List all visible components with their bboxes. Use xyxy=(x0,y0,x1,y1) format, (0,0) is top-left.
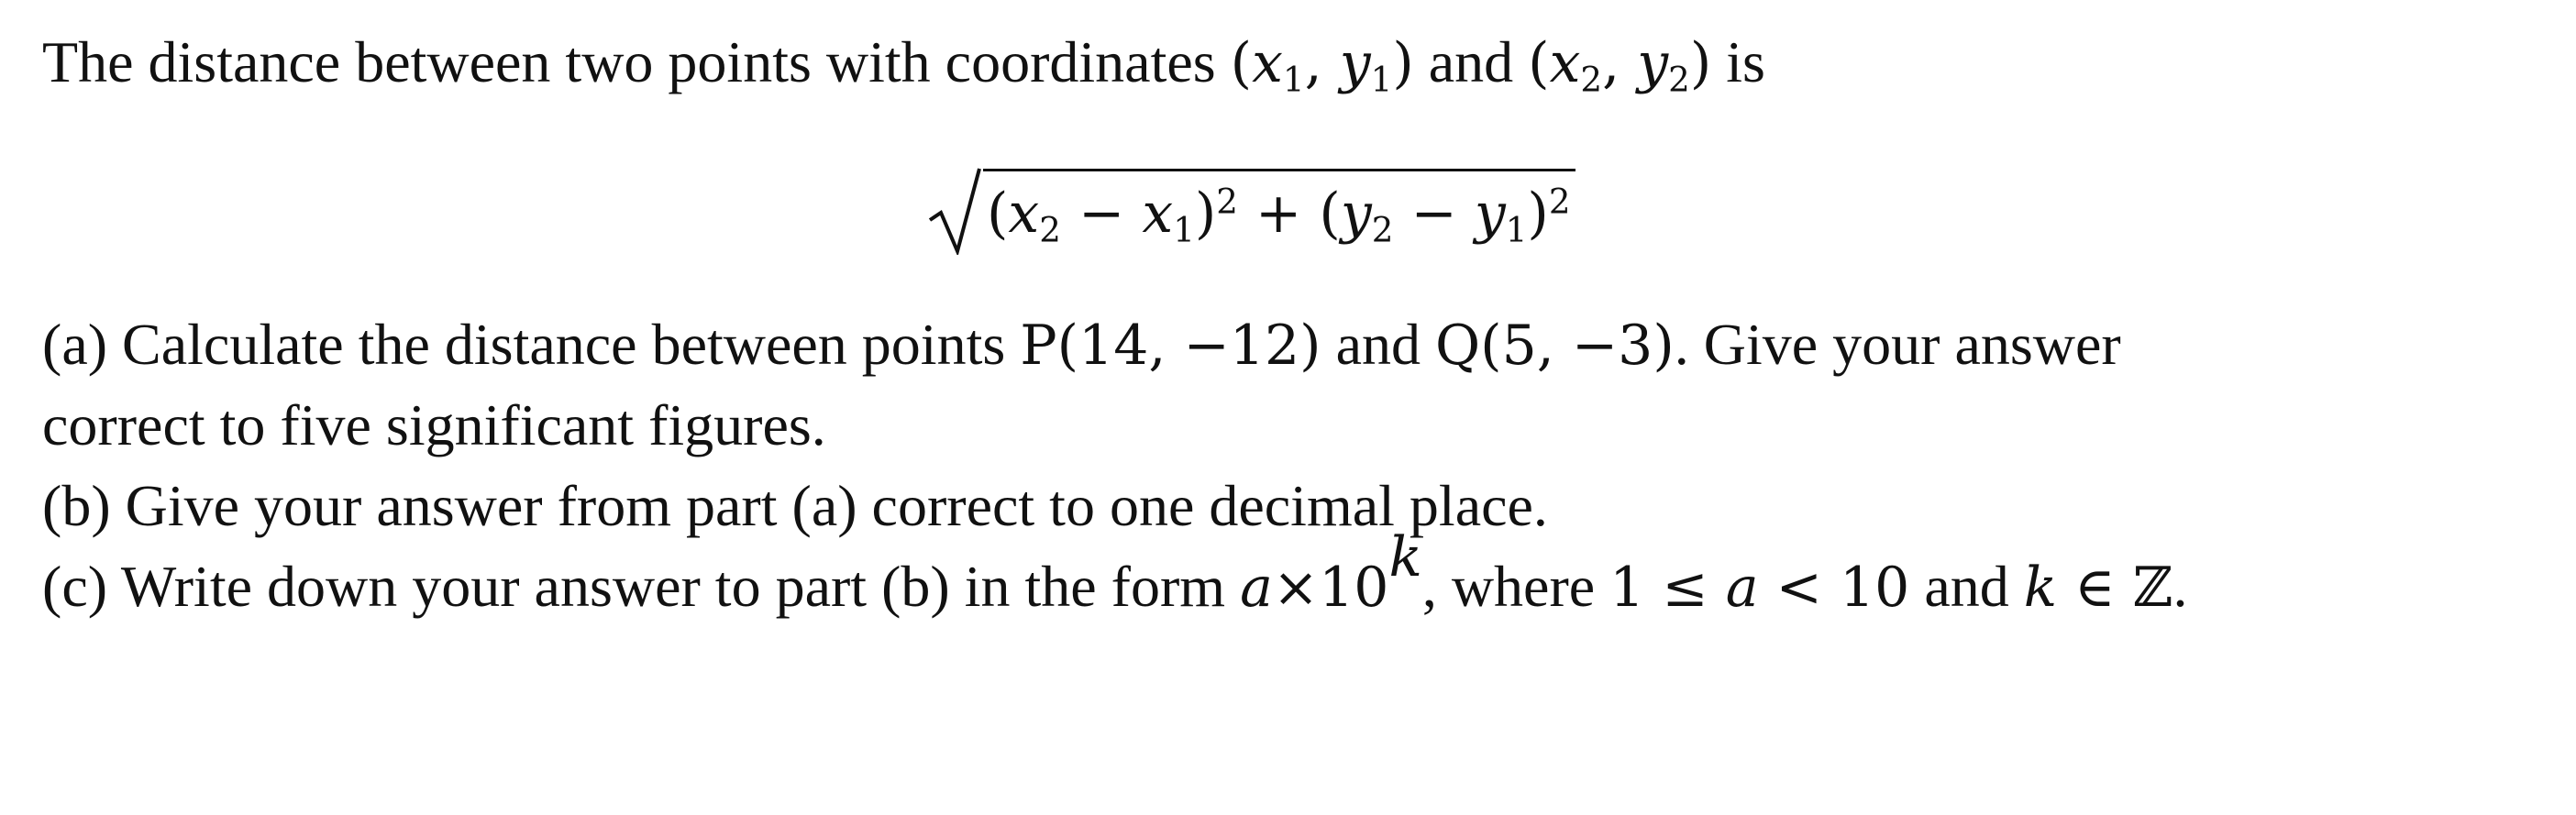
condition-a-range: 1 ≤ a < 10 xyxy=(1609,556,1910,620)
part-a-prefix: (a) Calculate the distance between points xyxy=(42,312,1021,377)
part-b-text: (b) Give your answer from part (a) correct to one decimal place. xyxy=(42,473,1548,538)
part-a-suffix: . Give your answer xyxy=(1674,312,2121,377)
part-a-and: and xyxy=(1321,312,1435,377)
part-b-line xyxy=(42,466,1548,546)
part-c-end: . xyxy=(2172,554,2188,619)
square-root-sign xyxy=(926,163,983,255)
part-c-and: and xyxy=(1909,554,2024,619)
standard-form-expression: $a\times 10^k$ xyxy=(1240,525,1422,620)
intro-text: The distance between two points with coordinates xyxy=(42,29,1231,94)
condition-k-integer: k ∈ ℤ xyxy=(2023,556,2173,620)
part-a-line-2 xyxy=(42,385,826,466)
point-p: P(14, −12) xyxy=(1020,314,1321,378)
point-2-coordinates: ($x_2$, $y_2$) xyxy=(1528,31,1712,100)
point-q: Q(5, −3) xyxy=(1434,314,1675,378)
distance-formula xyxy=(926,163,1575,264)
part-a-line-2-text: correct to five significant figures. xyxy=(42,392,826,457)
intro-line xyxy=(42,22,1765,104)
part-c-where: , where xyxy=(1421,554,1610,619)
part-c-prefix: (c) Write down your answer to part (b) in the form xyxy=(42,554,1241,619)
part-c-line xyxy=(42,525,2188,628)
intro-is: is xyxy=(1711,29,1765,94)
formula-radicand: $(x_2 - x_1)^2 + (y_2 - y_1)^2$ xyxy=(983,169,1575,250)
point-1-coordinates: ($x_1$, $y_1$) xyxy=(1230,31,1414,100)
intro-and: and xyxy=(1413,29,1529,94)
part-a-line-1 xyxy=(42,304,2121,386)
